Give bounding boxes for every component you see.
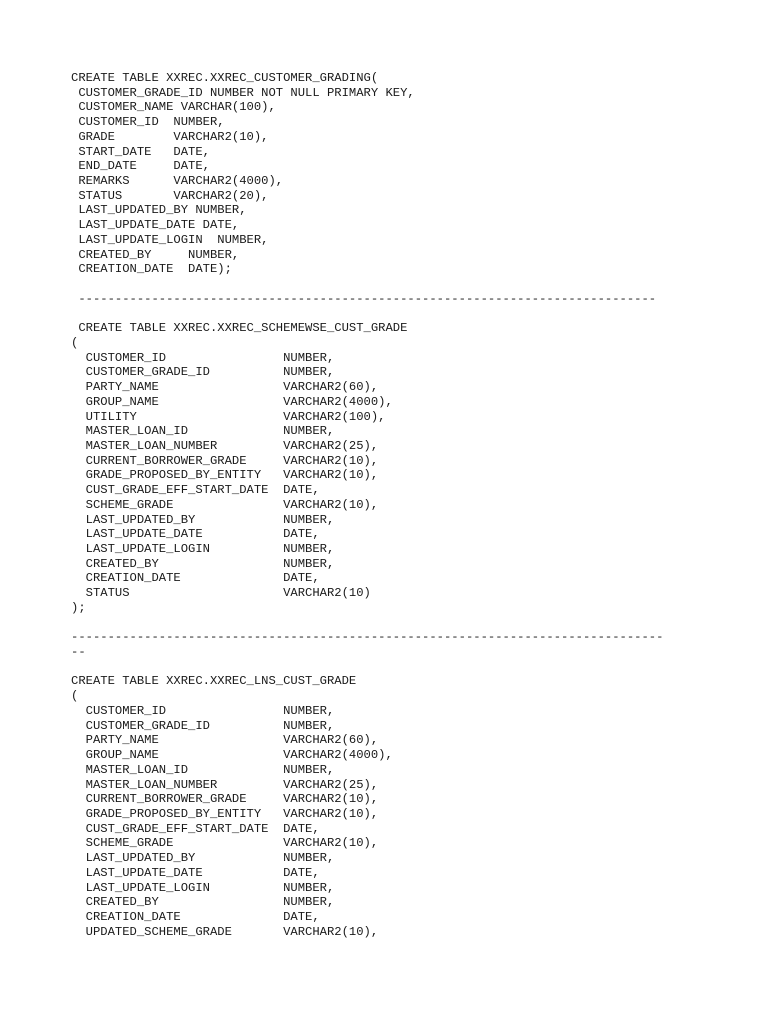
code-line: STATUS VARCHAR2(10) xyxy=(71,586,371,601)
code-line: START_DATE DATE, xyxy=(71,144,210,159)
code-line: CREATE TABLE XXREC.XXREC_CUSTOMER_GRADING( xyxy=(71,71,379,85)
code-line: CUSTOMER_GRADE_ID NUMBER NOT NULL PRIMARY KEY, xyxy=(71,85,415,100)
code-line: LAST_UPDATED_BY NUMBER, xyxy=(71,203,247,218)
code-line: PARTY_NAME VARCHAR2(60), xyxy=(71,380,379,395)
code-line: CURRENT_BORROWER_GRADE VARCHAR2(10), xyxy=(71,792,379,807)
code-line: LAST_UPDATE_LOGIN NUMBER, xyxy=(71,232,269,247)
code-line: ------------------------------------------------------------------------------- xyxy=(71,291,657,306)
code-line: ( xyxy=(71,335,79,350)
code-line: LAST_UPDATED_BY NUMBER, xyxy=(71,851,335,866)
code-line: UTILITY VARCHAR2(100), xyxy=(71,409,386,424)
code-line: MASTER_LOAN_ID NUMBER, xyxy=(71,762,335,777)
code-line: -- xyxy=(71,645,86,660)
code-line: CREATED_BY NUMBER, xyxy=(71,895,335,910)
code-line: STATUS VARCHAR2(20), xyxy=(71,188,269,203)
code-line: LAST_UPDATE_DATE DATE, xyxy=(71,527,320,542)
code-line: MASTER_LOAN_ID NUMBER, xyxy=(71,424,335,439)
code-line: END_DATE DATE, xyxy=(71,159,210,174)
code-line: GRADE_PROPOSED_BY_ENTITY VARCHAR2(10), xyxy=(71,468,379,483)
code-line: LAST_UPDATE_DATE DATE, xyxy=(71,218,240,233)
code-line: CREATION_DATE DATE, xyxy=(71,909,320,924)
code-line: CUST_GRADE_EFF_START_DATE DATE, xyxy=(71,483,320,498)
code-line: CURRENT_BORROWER_GRADE VARCHAR2(10), xyxy=(71,453,379,468)
code-line: CREATE TABLE XXREC.XXREC_LNS_CUST_GRADE xyxy=(71,674,357,689)
code-line: ); xyxy=(71,600,86,615)
sql-code-block xyxy=(71,71,663,939)
code-line: GROUP_NAME VARCHAR2(4000), xyxy=(71,394,393,409)
code-line: REMARKS VARCHAR2(4000), xyxy=(71,174,284,189)
code-line xyxy=(71,307,663,322)
code-line: UPDATED_SCHEME_GRADE VARCHAR2(10), xyxy=(71,924,379,939)
code-line: MASTER_LOAN_NUMBER VARCHAR2(25), xyxy=(71,777,379,792)
code-line: CREATION_DATE DATE); xyxy=(71,262,232,277)
code-line xyxy=(71,660,663,675)
code-line: SCHEME_GRADE VARCHAR2(10), xyxy=(71,836,379,851)
code-line: GRADE VARCHAR2(10), xyxy=(71,129,269,144)
code-line: LAST_UPDATE_LOGIN NUMBER, xyxy=(71,542,335,556)
code-line: LAST_UPDATE_LOGIN NUMBER, xyxy=(71,880,335,895)
code-line: CUSTOMER_GRADE_ID NUMBER, xyxy=(71,718,335,733)
code-line: PARTY_NAME VARCHAR2(60), xyxy=(71,733,379,748)
code-line: CREATED_BY NUMBER, xyxy=(71,247,240,262)
code-line xyxy=(71,616,663,631)
code-line: GRADE_PROPOSED_BY_ENTITY VARCHAR2(10), xyxy=(71,806,379,821)
code-line: CREATION_DATE DATE, xyxy=(71,571,320,586)
code-line: ( xyxy=(71,689,79,704)
code-line: CUSTOMER_GRADE_ID NUMBER, xyxy=(71,365,335,380)
code-line: --------------------------------------------------------------------------------- xyxy=(71,630,664,645)
code-line: GROUP_NAME VARCHAR2(4000), xyxy=(71,748,393,763)
code-line: CUSTOMER_ID NUMBER, xyxy=(71,115,225,130)
code-line: CUSTOMER_NAME VARCHAR(100), xyxy=(71,100,276,115)
code-line: MASTER_LOAN_NUMBER VARCHAR2(25), xyxy=(71,438,379,453)
code-line: CUSTOMER_ID NUMBER, xyxy=(71,703,335,718)
code-line: SCHEME_GRADE VARCHAR2(10), xyxy=(71,497,379,512)
code-line: LAST_UPDATED_BY NUMBER, xyxy=(71,512,335,527)
code-line: CUSTOMER_ID NUMBER, xyxy=(71,350,335,365)
code-line xyxy=(71,277,663,292)
code-line: CREATE TABLE XXREC.XXREC_SCHEMEWSE_CUST_GRADE xyxy=(71,321,408,336)
code-line: CREATED_BY NUMBER, xyxy=(71,556,335,571)
code-line: LAST_UPDATE_DATE DATE, xyxy=(71,865,320,880)
code-line: CUST_GRADE_EFF_START_DATE DATE, xyxy=(71,821,320,836)
